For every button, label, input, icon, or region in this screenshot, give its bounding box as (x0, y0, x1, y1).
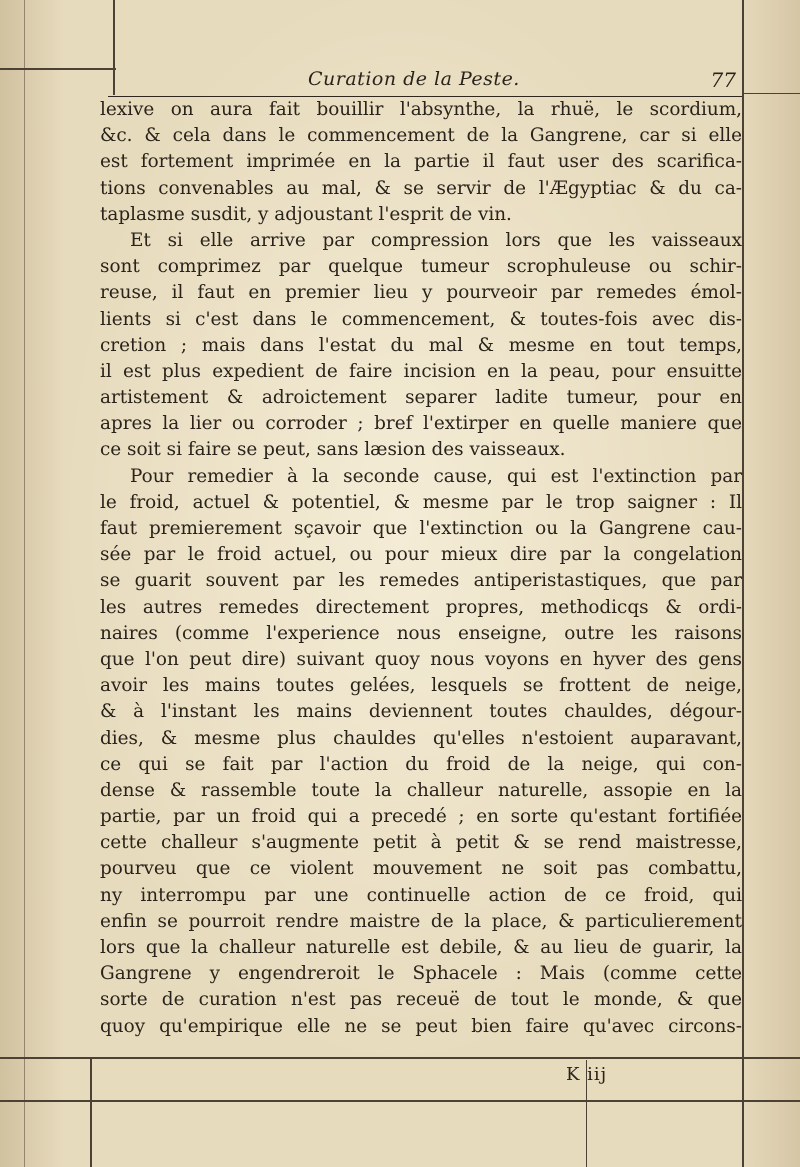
text-line: les autres remedes directement propres, methodicqs & ordi- (100, 596, 742, 618)
signature-mark: K iij (566, 1064, 608, 1085)
ledger-rule (742, 0, 744, 1167)
text-line: avoir les mains toutes gelées, lesquels se frottent de neige, (100, 675, 742, 697)
text-line: est fortement imprimée en la partie il faut user des scarifica- (100, 151, 742, 173)
body-text (100, 97, 742, 1040)
text-line: cretion ; mais dans l'estat du mal & mesme en tout temps, (100, 334, 742, 356)
text-line: sée par le froid actuel, ou pour mieux dire par la congelation (100, 544, 742, 566)
text-line: ce qui se fait par l'action du froid de la neige, qui con- (100, 753, 742, 775)
text-line: quoy qu'empirique elle ne se peut bien faire qu'avec circons- (100, 1015, 742, 1037)
text-line: que l'on peut dire) suivant quoy nous voyons en hyver des gens (100, 648, 742, 670)
text-line: lients si c'est dans le commencement, & toutes-fois avec dis- (100, 308, 742, 330)
text-line: faut premierement sçavoir que l'extinction ou la Gangrene cau- (100, 518, 742, 539)
text-line: cette challeur s'augmente petit à petit & se rend maistresse, (100, 832, 742, 854)
ledger-rule (0, 68, 116, 70)
text-line: lors que la challeur naturelle est debile, & au lieu de guarir, la (100, 937, 742, 958)
text-line: enfin se pourroit rendre maistre de la place, & particulierement (100, 910, 742, 932)
text-line: pourveu que ce violent mouvement ne soit pas combattu, (100, 858, 742, 880)
text-line: reuse, il faut en premier lieu y pourveoir par remedes émol- (100, 282, 742, 304)
text-line: &c. & cela dans le commencement de la Gangrene, car si elle (100, 125, 742, 147)
page-number: 77 (710, 68, 736, 92)
text-line: se guarit souvent par les remedes antiperistastiques, que par (100, 570, 742, 592)
ledger-rule (24, 0, 25, 1167)
text-line: Gangrene y engendreroit le Sphacele : Mais (comme cette (100, 963, 742, 985)
text-line: lexive on aura fait bouillir l'absynthe, la rhuë, le scordium, (100, 99, 742, 120)
text-line: artistement & adroictement separer ladite tumeur, pour en (100, 387, 742, 409)
page-header (108, 66, 742, 97)
text-line: sorte de curation n'est pas receuë de tout le monde, & que (100, 989, 742, 1011)
text-line: dies, & mesme plus chauldes qu'elles n'estoient auparavant, (100, 727, 742, 749)
text-line: taplasme susdit, y adjoustant l'esprit de vin. (100, 203, 512, 225)
text-line: Et si elle arrive par compression lors que les vaisseaux (130, 229, 742, 251)
text-line: il est plus expedient de faire incision en la peau, pour ensuitte (100, 360, 742, 382)
text-line: Pour remedier à la seconde cause, qui est l'extinction par (130, 465, 742, 487)
text-line: partie, par un froid qui a precedé ; en sorte qu'estant fortifiée (100, 806, 742, 828)
running-head: Curation de la Peste. (308, 68, 520, 90)
text-line: naires (comme l'experience nous enseigne, outre les raisons (100, 622, 742, 644)
text-line: le froid, actuel & potentiel, & mesme par le trop saigner : Il (100, 491, 742, 513)
ledger-rule (0, 1100, 800, 1102)
text-line: ce soit si faire se peut, sans læsion des vaisseaux. (100, 439, 566, 461)
text-line: & à l'instant les mains deviennent toutes chauldes, dégour- (100, 701, 742, 723)
ledger-rule (0, 1057, 800, 1059)
text-line: tions convenables au mal, & se servir de l'Ægyptiac & du ca- (100, 177, 742, 199)
text-line: dense & rassemble toute la challeur naturelle, assopie en la (100, 779, 742, 801)
text-line: ny interrompu par une continuelle action de ce froid, qui (100, 884, 742, 906)
text-line: sont comprimez par quelque tumeur scrophuleuse ou schir- (100, 256, 742, 278)
ledger-rule (742, 93, 800, 94)
text-line: apres la lier ou corroder ; bref l'extirper en quelle maniere que (100, 413, 742, 435)
ledger-rule (90, 1058, 92, 1167)
